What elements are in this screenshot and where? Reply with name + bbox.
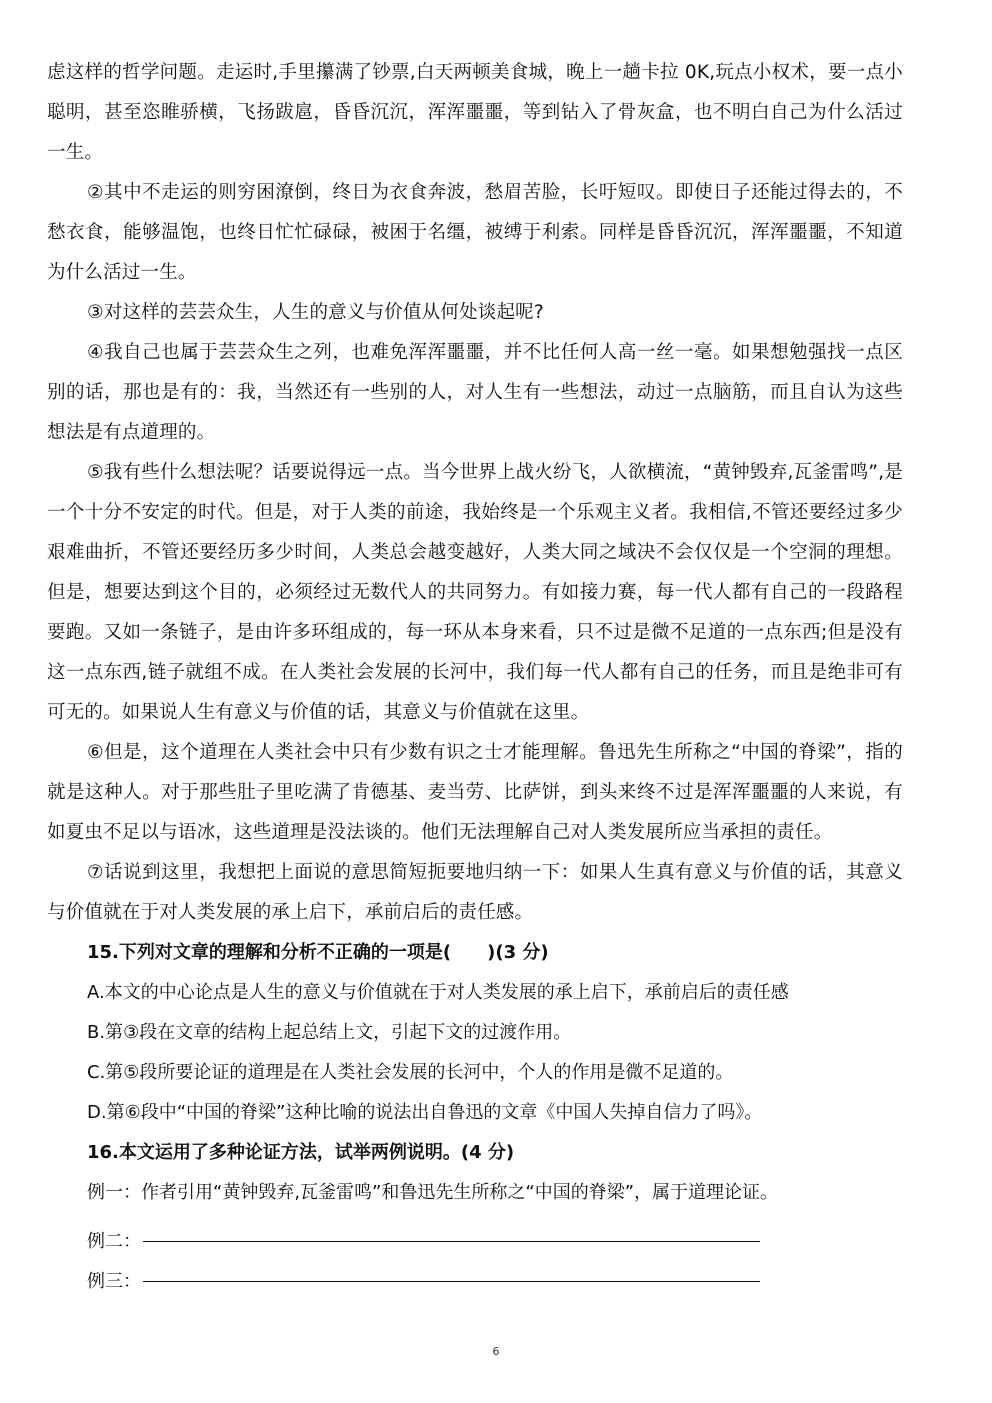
question-16-example-1: 例一：作者引用“黄钟毁弃,瓦釜雷鸣”和鲁迅先生所称之“中国的脊梁”，属于道理论证。: [87, 1182, 779, 1203]
question-15-title: 15.下列对文章的理解和分析不正确的一项是( )(3 分): [87, 942, 549, 963]
example-2-label: 例二：: [87, 1231, 141, 1252]
page-number: 6: [492, 1345, 500, 1358]
paragraph-7: ⑦话说到这里，我想把上面说的意思简短扼要地归纳一下：如果人生真有意义与价值的话，其意义与价值就在于对人类发展的承上启下，承前启后的责任感。: [47, 862, 903, 923]
question-15-option-d: D.第⑥段中“中国的脊梁”这种比喻的说法出自鲁迅的文章《中国人失掉自信力了吗》。: [87, 1102, 763, 1123]
paragraph-5: ⑤我有些什么想法呢？话要说得远一点。当今世界上战火纷飞，人欲横流，“黄钟毁弃,瓦釜雷鸣”,是一个十分不安定的时代。但是，对于人类的前途，我始终是一个乐观主义者。我相信,不管还要经过多少艰难曲折，不管还要经历多少时间，人类总会越变越好，人类大同之域决不会仅仅是一个空洞的理想。但是，想要达到这个目的，必须经过无数代人的共同努力。有如接力赛，每一代人都有自己的一段路程要跑。又如一条链子，是由许多环组成的，每一环从本身来看，只不过是微不足道的一点东西;但是没有这一点东西,链子就组不成。在人类社会发展的长河中，我们每一代人都有自己的任务，而且是绝非可有可无的。如果说人生有意义与价值的话，其意义与价值就在这里。: [47, 462, 903, 723]
example-3-label: 例三：: [87, 1271, 141, 1292]
example-3-answer-blank[interactable]: [143, 1281, 760, 1282]
paragraph-4: ④我自己也属于芸芸众生之列，也难免浑浑噩噩，并不比任何人高一丝一毫。如果想勉强找一点区别的话，那也是有的：我，当然还有一些别的人，对人生有一些想法，动过一点脑筋，而且自认为这些想法是有点道理的。: [47, 342, 903, 443]
question-15-option-b: B.第③段在文章的结构上起总结上文，引起下文的过渡作用。: [87, 1022, 572, 1043]
question-16-example-2: [47, 1213, 903, 1253]
paragraph-6: ⑥但是，这个道理在人类社会中只有少数有识之士才能理解。鲁迅先生所称之“中国的脊梁”，指的就是这种人。对于那些肚子里吃满了肯德基、麦当劳、比萨饼，到头来终不过是浑浑噩噩的人来说，有如夏虫不足以与语冰，这些道理是没法谈的。他们无法理解自己对人类发展所应当承担的责任。: [47, 742, 903, 843]
page-content: [47, 53, 903, 1293]
question-15-option-a: A.本文的中心论点是人生的意义与价值就在于对人类发展的承上启下，承前启后的责任感: [87, 982, 789, 1003]
question-15-option-c: C.第⑤段所要论证的道理是在人类社会发展的长河中，个人的作用是微不足道的。: [87, 1062, 734, 1083]
paragraph-3: ③对这样的芸芸众生，人生的意义与价值从何处谈起呢?: [87, 302, 544, 323]
example-2-answer-blank[interactable]: [143, 1241, 760, 1242]
question-16-example-3: [47, 1253, 903, 1293]
question-16-title: 16.本文运用了多种论证方法，试举两例说明。(4 分): [87, 1142, 515, 1163]
paragraph-1: 虑这样的哲学问题。走运时,手里攥满了钞票,白天两顿美食城，晚上一趟卡拉 0K,玩点小权术，要一点小聪明，甚至恣睢骄横，飞扬跋扈，昏昏沉沉，浑浑噩噩，等到钻入了骨灰盒，也不明白自己为什么活过一生。: [47, 62, 903, 163]
paragraph-2: ②其中不走运的则穷困潦倒，终日为衣食奔波，愁眉苦脸，长吁短叹。即使日子还能过得去的，不愁衣食，能够温饱，也终日忙忙碌碌，被困于名缰，被缚于利索。同样是昏昏沉沉，浑浑噩噩，不知道为什么活过一生。: [47, 182, 903, 283]
